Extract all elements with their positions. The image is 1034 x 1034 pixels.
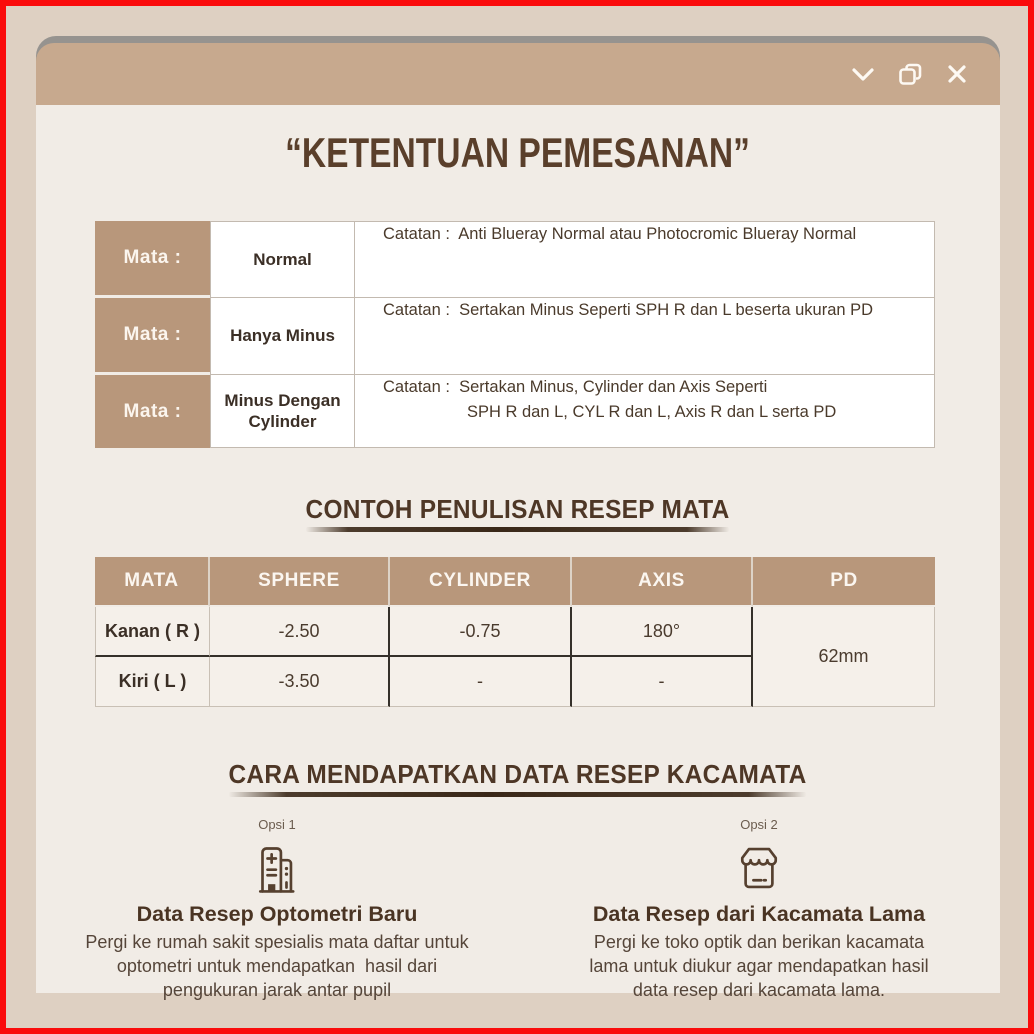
prescription-section-heading: CONTOH PENULISAN RESEP MATA xyxy=(306,494,730,532)
restore-button[interactable] xyxy=(895,60,925,88)
option-description: Pergi ke rumah sakit spesialis mata daftar untuk optometri untuk mendapatkan hasil dari pengukuran jarak antar pupil xyxy=(85,932,469,1000)
table-cell-axis: - xyxy=(572,657,753,707)
terms-row-note: Catatan : Sertakan Minus, Cylinder dan Axis Seperti SPH R dan L, CYL R dan L, Axis R dan L serta PD xyxy=(355,375,935,448)
restore-icon xyxy=(897,61,923,87)
terms-row-label: Mata : xyxy=(95,221,210,298)
option-tag: Opsi 2 xyxy=(740,817,778,832)
store-icon xyxy=(518,838,1000,898)
option-tag: Opsi 1 xyxy=(258,817,296,832)
table-cell-mata: Kiri ( L ) xyxy=(95,657,210,707)
terms-row-type: Hanya Minus xyxy=(210,298,355,375)
option-title: Data Resep Optometri Baru xyxy=(136,902,418,926)
prescription-table xyxy=(95,557,1000,707)
heading-underline xyxy=(229,792,807,797)
terms-row-label: Mata : xyxy=(95,298,210,375)
option-title: Data Resep dari Kacamata Lama xyxy=(592,902,926,926)
terms-row-type: Minus Dengan Cylinder xyxy=(210,375,355,448)
terms-row-type: Normal xyxy=(210,221,355,298)
column-header: MATA xyxy=(95,557,210,607)
options-row xyxy=(36,817,1000,1003)
table-cell-pd: 62mm xyxy=(753,607,935,707)
hospital-building-icon xyxy=(36,838,518,898)
table-cell-mata: Kanan ( R ) xyxy=(95,607,210,657)
terms-row-note: Catatan : Anti Blueray Normal atau Photocromic Blueray Normal xyxy=(355,221,935,298)
minimize-button[interactable] xyxy=(848,60,878,88)
terms-row-note: Catatan : Sertakan Minus Seperti SPH R dan L beserta ukuran PD xyxy=(355,298,935,375)
column-header: CYLINDER xyxy=(390,557,572,607)
close-icon xyxy=(945,62,969,86)
app-window xyxy=(36,36,1000,1000)
chevron-down-icon xyxy=(850,63,876,85)
terms-table xyxy=(95,221,1000,448)
table-cell-axis: 180° xyxy=(572,607,753,657)
option-1 xyxy=(36,817,518,1003)
column-header: PD xyxy=(753,557,935,607)
close-button[interactable] xyxy=(942,60,972,88)
howto-section-heading: CARA MENDAPATKAN DATA RESEP KACAMATA xyxy=(229,759,807,797)
column-header: SPHERE xyxy=(210,557,390,607)
table-cell-sphere: -3.50 xyxy=(210,657,390,707)
heading-underline xyxy=(306,527,730,532)
option-description: Pergi ke toko optik dan berikan kacamata lama untuk diukur agar mendapatkan hasil data resep dari kacamata lama. xyxy=(589,932,929,1000)
window-titlebar xyxy=(36,43,1000,105)
table-cell-cylinder: - xyxy=(390,657,572,707)
window-content xyxy=(36,105,1000,1000)
column-header: AXIS xyxy=(572,557,753,607)
window-top-shadow xyxy=(36,36,1000,105)
table-cell-cylinder: -0.75 xyxy=(390,607,572,657)
terms-row-label: Mata : xyxy=(95,375,210,448)
page-title: “KETENTUAN PEMESANAN” xyxy=(285,129,751,176)
table-cell-sphere: -2.50 xyxy=(210,607,390,657)
option-2 xyxy=(518,817,1000,1003)
